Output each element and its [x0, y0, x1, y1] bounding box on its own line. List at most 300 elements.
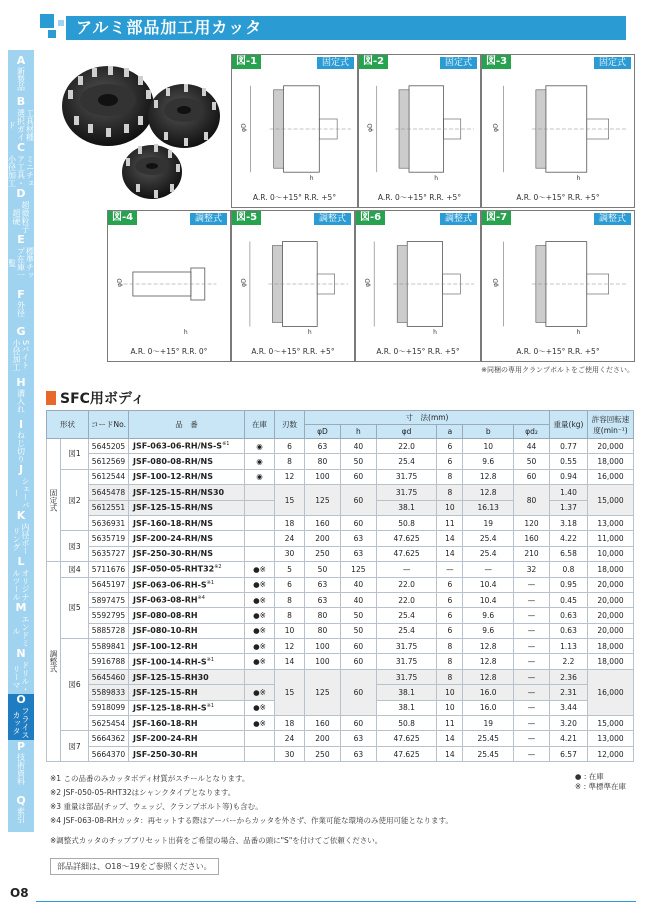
- figure-caption: A.R. 0～+15° R.R. +5°: [251, 347, 335, 356]
- rpm-cell: 18,000: [588, 639, 634, 654]
- weight-cell: 0.55: [550, 454, 588, 469]
- svg-text:φD: φD: [492, 123, 500, 132]
- code-cell: 5916788: [89, 654, 129, 669]
- d2-cell: —: [514, 746, 550, 761]
- b-cell: 16.0: [463, 685, 514, 700]
- D-cell: 125: [305, 485, 341, 516]
- stock-cell: ◉: [245, 469, 275, 484]
- D-cell: 80: [305, 454, 341, 469]
- d-cell: 47.625: [376, 546, 437, 561]
- h-cell: 63: [340, 731, 376, 746]
- cutter-drawing: [486, 231, 632, 337]
- stock-cell: ◉: [245, 454, 275, 469]
- teeth-cell: 24: [275, 531, 305, 546]
- figure-type-badge: 調整式: [314, 213, 351, 225]
- part-number: JSF-160-18-RH: [133, 718, 198, 728]
- svg-text:φD: φD: [116, 278, 124, 287]
- h-cell: 63: [340, 746, 376, 761]
- table-row: [47, 608, 634, 623]
- side-tab-c[interactable]: [8, 142, 34, 188]
- col-stock: 在庫: [245, 411, 275, 439]
- part-number: JSF-125-15-RH: [133, 687, 198, 697]
- code-cell: 5885728: [89, 623, 129, 638]
- figure-label: 図-2: [359, 55, 388, 69]
- side-tab-name: エンドミル: [12, 614, 30, 647]
- d2-cell: 60: [514, 469, 550, 484]
- part-number: JSF-250-30-RH: [133, 749, 198, 759]
- figure-3: [481, 54, 635, 208]
- weight-cell: 0.77: [550, 439, 588, 454]
- code-cell: 5612544: [89, 469, 129, 484]
- table-row: [47, 546, 634, 561]
- figure-5: [231, 210, 355, 362]
- rpm-cell: 15,000: [588, 485, 634, 516]
- a-cell: 6: [437, 623, 463, 638]
- teeth-cell: 6: [275, 577, 305, 592]
- h-cell: 60: [340, 485, 376, 516]
- side-tab-a[interactable]: [8, 50, 34, 96]
- col-a: a: [437, 425, 463, 439]
- side-tab-name: 内径ボーリング: [12, 522, 30, 555]
- part-number: JSF-125-18-RH-S: [133, 703, 207, 713]
- b-cell: 12.8: [463, 639, 514, 654]
- h-cell: 40: [340, 439, 376, 454]
- figure-caption: A.R. 0～+15° R.R. +5°: [252, 193, 337, 202]
- svg-text:h: h: [433, 329, 437, 336]
- code-cell: 5589841: [89, 639, 129, 654]
- code-cell: 5625454: [89, 716, 129, 731]
- code-cell: 5664362: [89, 731, 129, 746]
- cutter-drawing: [486, 75, 632, 183]
- weight-cell: 2.2: [550, 654, 588, 669]
- group-label: 固定式: [47, 439, 61, 562]
- side-tab-q[interactable]: [8, 786, 34, 832]
- teeth-cell: 18: [275, 716, 305, 731]
- figure-type-badge: 調整式: [594, 213, 631, 225]
- part-number: JSF-063-06-RH/NS-S: [133, 442, 223, 452]
- d2-cell: 50: [514, 454, 550, 469]
- group-label: 調整式: [47, 562, 61, 762]
- part-number: JSF-063-06-RH-S: [133, 580, 207, 590]
- side-tab-letter: L: [17, 556, 25, 568]
- h-cell: 60: [340, 639, 376, 654]
- teeth-cell: 8: [275, 592, 305, 607]
- d-cell: 22.0: [376, 577, 437, 592]
- D-cell: 50: [305, 562, 341, 577]
- rpm-cell: 16,000: [588, 469, 634, 484]
- part-number: JSF-250-30-RH/NS: [133, 549, 213, 559]
- side-tab-n[interactable]: [8, 648, 34, 694]
- footnote-ref: ※1: [222, 441, 230, 448]
- table-row: [47, 454, 634, 469]
- side-tab-e[interactable]: [8, 234, 34, 280]
- a-cell: 11: [437, 515, 463, 530]
- figure-type-badge: 調整式: [190, 213, 227, 225]
- code-cell: 5592795: [89, 608, 129, 623]
- d2-cell: —: [514, 654, 550, 669]
- b-cell: 16.0: [463, 700, 514, 715]
- rpm-cell: 20,000: [588, 439, 634, 454]
- part-number: JSF-050-05-RHT32: [133, 565, 215, 575]
- stock-cell: ●※: [245, 685, 275, 700]
- side-tab-letter: B: [16, 96, 26, 108]
- side-tab-letter: C: [16, 142, 26, 154]
- code-cell: 5664370: [89, 746, 129, 761]
- side-tab-k[interactable]: [8, 510, 34, 556]
- stock-cell: ●※: [245, 623, 275, 638]
- weight-cell: 3.20: [550, 716, 588, 731]
- code-cell: 5635719: [89, 531, 129, 546]
- a-cell: 10: [437, 500, 463, 515]
- figure-6: [355, 210, 481, 362]
- footnote-ref: ※1: [206, 579, 215, 586]
- page-title: アルミ部品加工用カッタ: [66, 16, 626, 40]
- stock-cell: [245, 731, 275, 746]
- a-cell: 6: [437, 592, 463, 607]
- col-D: φD: [305, 425, 341, 439]
- teeth-cell: 15: [275, 485, 305, 516]
- side-tab-name: ミニチュア工具・小径加工: [8, 154, 34, 187]
- D-cell: 100: [305, 469, 341, 484]
- svg-text:φD: φD: [240, 278, 248, 287]
- section-title: [46, 388, 145, 408]
- part-number: JSF-100-14-RH-S: [133, 657, 207, 667]
- side-tab-i[interactable]: [8, 418, 34, 464]
- h-cell: 40: [340, 592, 376, 607]
- d-cell: 25.4: [376, 623, 437, 638]
- stock-cell: ●※: [245, 639, 275, 654]
- d2-cell: 160: [514, 531, 550, 546]
- part-number-cell: [129, 500, 245, 515]
- rpm-cell: 20,000: [588, 592, 634, 607]
- b-cell: —: [463, 562, 514, 577]
- part-number-cell: [129, 531, 245, 546]
- d-cell: 31.75: [376, 469, 437, 484]
- code-cell: 5711676: [89, 562, 129, 577]
- table-row: [47, 439, 634, 454]
- part-number-cell: [129, 608, 245, 623]
- code-cell: 5897475: [89, 592, 129, 607]
- b-cell: 12.8: [463, 654, 514, 669]
- stock-cell: [245, 500, 275, 515]
- table-row: [47, 746, 634, 761]
- a-cell: 11: [437, 716, 463, 731]
- b-cell: 9.6: [463, 608, 514, 623]
- footnote: ※1 この品番のみカッタボディ材質がスチールとなります。: [50, 774, 250, 783]
- part-number-cell: [129, 639, 245, 654]
- side-tab-name: 索引: [16, 806, 26, 823]
- d-cell: 47.625: [376, 746, 437, 761]
- h-cell: 63: [340, 531, 376, 546]
- a-cell: 8: [437, 654, 463, 669]
- h-cell: 60: [340, 654, 376, 669]
- figure-ref: 図4: [61, 562, 89, 577]
- a-cell: 6: [437, 608, 463, 623]
- stock-cell: ●※: [245, 577, 275, 592]
- D-cell: 80: [305, 623, 341, 638]
- side-tab-letter: I: [18, 418, 24, 431]
- teeth-cell: 12: [275, 469, 305, 484]
- stock-cell: [245, 515, 275, 530]
- weight-cell: 0.95: [550, 577, 588, 592]
- D-cell: 80: [305, 608, 341, 623]
- figure-ref: 図6: [61, 639, 89, 731]
- rpm-cell: 20,000: [588, 608, 634, 623]
- side-tab-p[interactable]: [8, 740, 34, 786]
- part-number-cell: [129, 716, 245, 731]
- teeth-cell: 30: [275, 746, 305, 761]
- figure-caption: A.R. 0～+15° R.R. +5°: [377, 193, 462, 202]
- side-tab-letter: N: [16, 648, 26, 660]
- rpm-cell: 11,000: [588, 531, 634, 546]
- svg-text:h: h: [576, 175, 581, 182]
- a-cell: 14: [437, 731, 463, 746]
- teeth-cell: 12: [275, 639, 305, 654]
- table-row: [47, 531, 634, 546]
- cutter-drawing: [236, 75, 355, 183]
- a-cell: 8: [437, 669, 463, 684]
- figure-caption: A.R. 0～+15° R.R. 0°: [130, 347, 208, 356]
- D-cell: 63: [305, 592, 341, 607]
- table-row: [47, 654, 634, 669]
- D-cell: 125: [305, 669, 341, 715]
- side-tab-name: 標準チップ在庫一覧: [8, 246, 34, 279]
- part-number-cell: [129, 439, 245, 454]
- stock-cell: ◉: [245, 439, 275, 454]
- section-marker: [46, 391, 56, 405]
- col-dims: 寸 法(mm): [305, 411, 550, 425]
- weight-cell: 0.8: [550, 562, 588, 577]
- table-row: [47, 623, 634, 638]
- d-cell: 31.75: [376, 654, 437, 669]
- footnote: ※調整式カッタのチップブリセット出荷をご希望の場合、品番の頭に"S"を付けてご依頼ください。: [50, 836, 383, 845]
- side-tab-name: 技術資料: [16, 752, 26, 785]
- h-cell: 125: [340, 562, 376, 577]
- weight-cell: 0.94: [550, 469, 588, 484]
- col-rpm: 許容回転速度(min⁻¹): [588, 411, 634, 439]
- page-number: O8: [10, 886, 29, 900]
- side-tab-name: シェーバー: [12, 476, 30, 509]
- figure-header: [482, 55, 634, 69]
- h-cell: 50: [340, 454, 376, 469]
- a-cell: 10: [437, 700, 463, 715]
- svg-text:φD: φD: [240, 123, 248, 132]
- part-number: JSF-125-15-RH/NS: [133, 503, 213, 513]
- b-cell: 19: [463, 716, 514, 731]
- D-cell: 160: [305, 515, 341, 530]
- code-cell: 5645460: [89, 669, 129, 684]
- svg-text:h: h: [307, 329, 312, 336]
- d2-cell: —: [514, 731, 550, 746]
- code-cell: 5645478: [89, 485, 129, 500]
- col-weight: 重量(kg): [550, 411, 588, 439]
- stock-cell: [245, 546, 275, 561]
- d2-cell: —: [514, 716, 550, 731]
- h-cell: 50: [340, 623, 376, 638]
- rpm-cell: 15,000: [588, 716, 634, 731]
- figure-label: 図-7: [482, 211, 511, 225]
- d2-cell: —: [514, 639, 550, 654]
- teeth-cell: 30: [275, 546, 305, 561]
- side-tab-o[interactable]: [8, 694, 34, 740]
- b-cell: 12.8: [463, 485, 514, 500]
- svg-text:φD: φD: [367, 123, 375, 132]
- cutter-photo: [46, 54, 226, 208]
- footnote: ※3 重量は部品(チップ、ウェッジ、クランプボルト等)も含む。: [50, 802, 263, 811]
- table-row: [47, 592, 634, 607]
- code-cell: 5645197: [89, 577, 129, 592]
- part-number-cell: [129, 669, 245, 684]
- side-tab-letter: D: [16, 188, 26, 200]
- figure-ref: 図1: [61, 439, 89, 470]
- side-tab-b[interactable]: [8, 96, 34, 142]
- d-cell: 22.0: [376, 592, 437, 607]
- d2-cell: —: [514, 592, 550, 607]
- rpm-cell: 12,000: [588, 746, 634, 761]
- d-cell: 38.1: [376, 685, 437, 700]
- stock-cell: ●※: [245, 608, 275, 623]
- D-cell: 160: [305, 716, 341, 731]
- side-tab-letter: P: [16, 740, 26, 753]
- figure-label: 図-6: [356, 211, 385, 225]
- h-cell: 60: [340, 669, 376, 715]
- part-number: JSF-063-08-RH: [133, 595, 198, 605]
- weight-cell: 3.18: [550, 515, 588, 530]
- part-number-cell: [129, 654, 245, 669]
- footnote: ※4 JSF-063-08-RHカッタ：再セットする際はアーバーからカッタを外さず、作業可能な環境のみ使用可能となります。: [50, 816, 453, 825]
- parts-reference-note: 部品詳細は、O18～19をご参照ください。: [50, 858, 219, 875]
- d2-cell: 44: [514, 439, 550, 454]
- weight-cell: 2.31: [550, 685, 588, 700]
- D-cell: 63: [305, 439, 341, 454]
- side-tab-m[interactable]: [8, 602, 34, 648]
- side-tab-d[interactable]: [8, 188, 34, 234]
- h-cell: 40: [340, 577, 376, 592]
- code-cell: 5636931: [89, 515, 129, 530]
- d2-cell: —: [514, 608, 550, 623]
- a-cell: 6: [437, 454, 463, 469]
- d2-cell: 120: [514, 515, 550, 530]
- figure-label: 図-3: [482, 55, 511, 69]
- side-tab-letter: E: [17, 234, 25, 246]
- weight-cell: 6.57: [550, 746, 588, 761]
- clamp-bolt-note: ※同梱の専用クランプボルトをご使用ください。: [481, 366, 634, 374]
- side-tab-l[interactable]: [8, 556, 34, 602]
- rpm-cell: 18,000: [588, 454, 634, 469]
- stock-cell: [245, 746, 275, 761]
- figure-2: [358, 54, 481, 208]
- side-tab-letter: K: [16, 510, 26, 522]
- side-tab-name: ねじ切り: [16, 430, 26, 463]
- stock-cell: ●※: [245, 716, 275, 731]
- h-cell: 50: [340, 608, 376, 623]
- stock-legend: [575, 772, 626, 792]
- part-number: JSF-125-15-RH/NS30: [133, 487, 225, 497]
- side-tab-name: Sバイト小径加工: [12, 338, 30, 371]
- d-cell: 25.4: [376, 454, 437, 469]
- cutter-drawing: [236, 231, 352, 337]
- side-tab-h[interactable]: [8, 372, 34, 418]
- svg-text:φD: φD: [364, 278, 372, 287]
- stock-cell: [245, 669, 275, 684]
- a-cell: 14: [437, 546, 463, 561]
- side-tab-g[interactable]: [8, 326, 34, 372]
- side-tab-j[interactable]: [8, 464, 34, 510]
- legend-standard: ※ : 準標準在庫: [574, 782, 626, 791]
- part-number: JSF-200-24-RH/NS: [133, 534, 213, 544]
- D-cell: 100: [305, 654, 341, 669]
- table-row: [47, 577, 634, 592]
- col-teeth: 刃数: [275, 411, 305, 439]
- part-number: JSF-160-18-RH/NS: [133, 518, 213, 528]
- col-part: 品 番: [129, 411, 245, 439]
- figure-4: [107, 210, 231, 362]
- d-cell: 47.625: [376, 531, 437, 546]
- table-row: [47, 716, 634, 731]
- code-cell: 5635727: [89, 546, 129, 561]
- part-number: JSF-200-24-RH: [133, 734, 198, 744]
- weight-cell: 2.36: [550, 669, 588, 684]
- d2-cell: 210: [514, 546, 550, 561]
- h-cell: 63: [340, 546, 376, 561]
- figure-ref: 図3: [61, 531, 89, 562]
- table-row: [47, 639, 634, 654]
- part-number: JSF-100-12-RH/NS: [133, 472, 213, 482]
- table-row: [47, 562, 634, 577]
- side-tab-name: 超微粒子超硬: [12, 200, 30, 233]
- side-index-tabs: [8, 50, 34, 832]
- b-cell: 10.4: [463, 592, 514, 607]
- col-shape: 形状: [47, 411, 89, 439]
- code-cell: 5918099: [89, 700, 129, 715]
- table-row: [47, 669, 634, 684]
- b-cell: 10.4: [463, 577, 514, 592]
- rpm-cell: 13,000: [588, 731, 634, 746]
- a-cell: 14: [437, 531, 463, 546]
- code-cell: 5645205: [89, 439, 129, 454]
- d-cell: 38.1: [376, 700, 437, 715]
- b-cell: 25.45: [463, 746, 514, 761]
- a-cell: 10: [437, 685, 463, 700]
- teeth-cell: 8: [275, 608, 305, 623]
- section-title-text: SFC用ボディ: [60, 391, 145, 407]
- d-cell: 38.1: [376, 500, 437, 515]
- teeth-cell: 15: [275, 669, 305, 715]
- col-d2: φd₂: [514, 425, 550, 439]
- figure-type-badge: 調整式: [440, 213, 477, 225]
- figure-header: [232, 55, 357, 69]
- b-cell: 25.45: [463, 731, 514, 746]
- part-number: JSF-080-08-RH: [133, 610, 198, 620]
- part-number-cell: [129, 623, 245, 638]
- side-tab-f[interactable]: [8, 280, 34, 326]
- weight-cell: 6.58: [550, 546, 588, 561]
- b-cell: 25.4: [463, 531, 514, 546]
- part-number-cell: [129, 515, 245, 530]
- side-tab-letter: M: [15, 602, 27, 614]
- svg-text:h: h: [434, 175, 439, 182]
- side-tab-name: フライスカッタ: [12, 706, 30, 739]
- stock-cell: [245, 485, 275, 500]
- spec-table: [46, 410, 634, 762]
- stock-cell: ●※: [245, 700, 275, 715]
- h-cell: 60: [340, 716, 376, 731]
- weight-cell: 0.63: [550, 608, 588, 623]
- figure-ref: 図5: [61, 577, 89, 639]
- side-tab-letter: G: [16, 326, 26, 338]
- b-cell: 19: [463, 515, 514, 530]
- weight-cell: 3.44: [550, 700, 588, 715]
